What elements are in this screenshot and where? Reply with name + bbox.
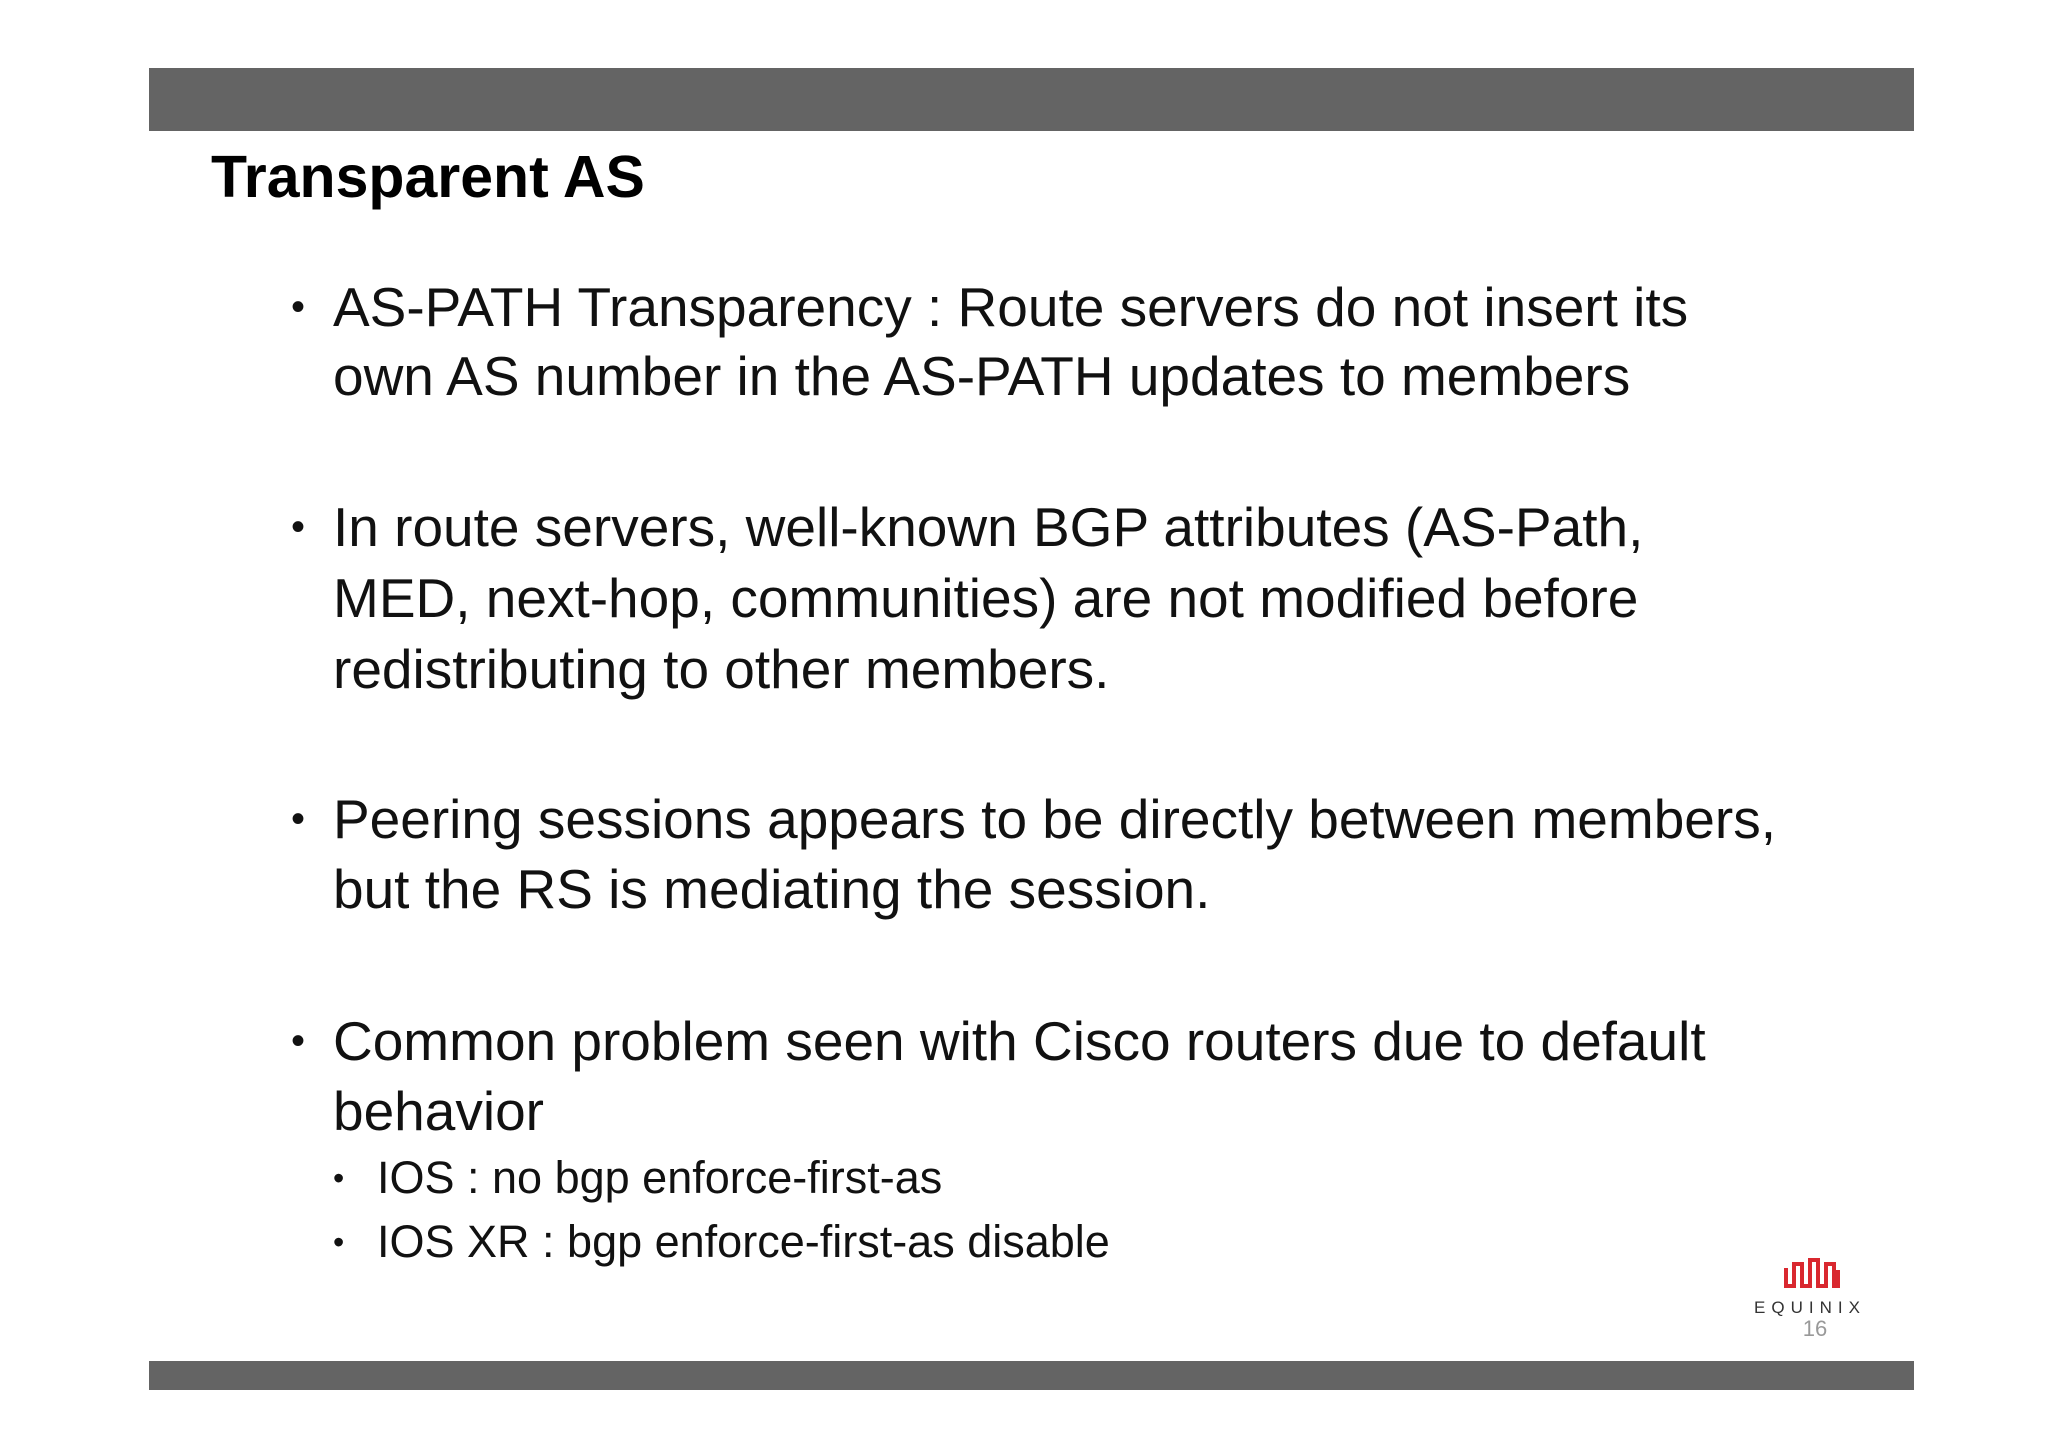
bullet-line: AS-PATH Transparency : Route servers do not insert its bbox=[333, 276, 1689, 338]
slide-title: Transparent AS bbox=[211, 144, 645, 210]
equinix-logo-icon bbox=[1750, 1252, 1870, 1292]
bullet-dot: • bbox=[291, 505, 306, 549]
bullet-line: but the RS is mediating the session. bbox=[333, 858, 1211, 920]
bullet-line: MED, next-hop, communities) are not modified before bbox=[333, 567, 1639, 629]
bullet-dot: • bbox=[291, 797, 306, 841]
bullet-line: redistributing to other members. bbox=[333, 638, 1110, 700]
bullet-line: In route servers, well-known BGP attributes (AS-Path, bbox=[333, 496, 1644, 558]
sub-bullet-dot: • bbox=[333, 1160, 345, 1196]
bullet-line: behavior bbox=[333, 1080, 544, 1142]
bullet-dot: • bbox=[291, 1019, 306, 1063]
logo-text: EQUINIX bbox=[1754, 1298, 1866, 1317]
bullet-line: Common problem seen with Cisco routers due to default bbox=[333, 1010, 1706, 1072]
equinix-logo bbox=[1750, 1252, 1870, 1322]
sub-bullet-dot: • bbox=[333, 1224, 345, 1260]
bullet-line: Peering sessions appears to be directly between members, bbox=[333, 788, 1776, 850]
bullet-dot: • bbox=[291, 285, 306, 329]
sub-bullet-text: IOS XR : bgp enforce-first-as disable bbox=[377, 1216, 1110, 1267]
bullet-line: own AS number in the AS-PATH updates to members bbox=[333, 345, 1631, 407]
footer-bar bbox=[149, 1361, 1914, 1390]
page-number: 16 bbox=[1802, 1316, 1828, 1341]
sub-bullet-text: IOS : no bgp enforce-first-as bbox=[377, 1152, 943, 1203]
